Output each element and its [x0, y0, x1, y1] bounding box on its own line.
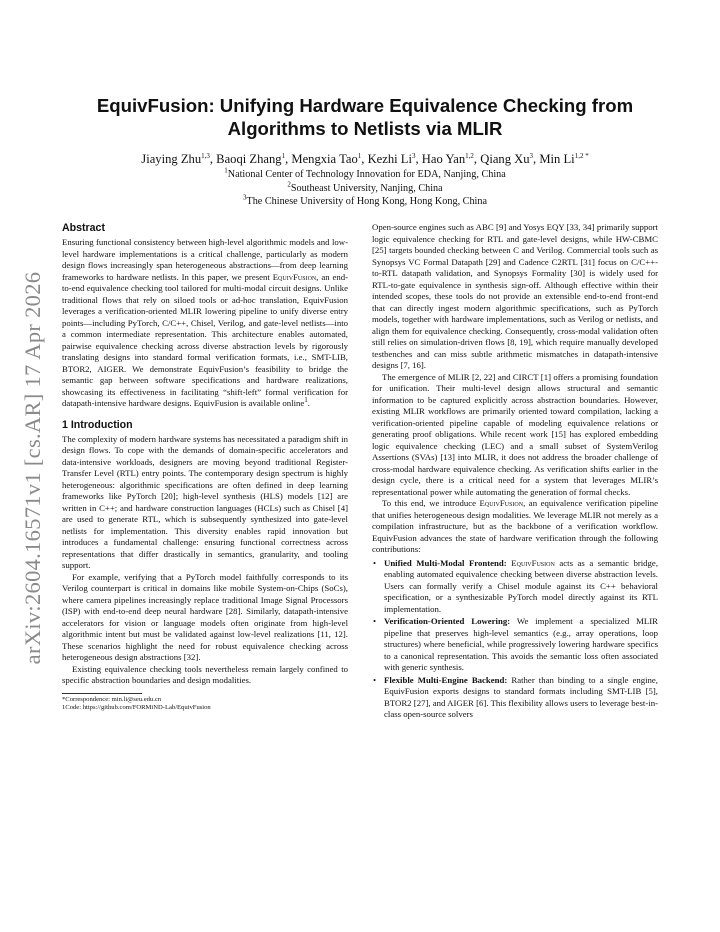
affiliation-line: $^3$The Chinese University of Hong Kong, Hong Kong, China: [242, 193, 487, 207]
title-line-2: Algorithms to Netlists via MLIR: [227, 118, 503, 139]
contribution-title: Flexible Multi-Engine Backend:: [384, 674, 508, 685]
right-column: [372, 222, 658, 722]
abstract-heading: Abstract: [62, 222, 105, 234]
contribution-item: • Verification-Oriented Lowering: We implement a specialized MLIR pipeline that preserves high-level semantics (e.g., array operations, loop structures) where beneficial, while progressively lowering hardware specifics to a canonical representation. This avoids the semantic loss often associated with generic synthesis.: [373, 616, 658, 672]
right-paragraph-2: The emergence of MLIR [2, 22] and CIRCT [1] offers a promising foundation for unification. Their multi-level design allows structural and semantic information to be captured explicitly across abstraction boundaries. However, existing MLIR workflows are primarily oriented toward compilation, lacking a verification-oriented pipeline capable of modeling equivalence relations or generating proof obligations. While recent work [15] has explored embedding logic equivalence checking (LEC) and a small subset of SystemVerilog Assertions (SVAs) [13] into MLIR, it does not address the broader challenge of cross-modal hardware equivalence checking. As verification shifts earlier in the design cycle, there is a critical need for a system that leverages MLIR’s representational power while automating the generation of formal checks.: [372, 371, 658, 497]
introduction-heading: 1 Introduction: [62, 418, 133, 431]
intro-paragraph-2: For example, verifying that a PyTorch model faithfully corresponds to its Verilog counterpart is critical in domains like mobile System-on-Chips (SoCs), where camera pipelines increasingly replace traditional Image Signal Processors (ISP) with end-to-end deep neural hardware [28]. Similarly, datapath-intensive accelerators for vision or language models often originate from high-level algorithmic intent but must be validated against low-level realizations [11, 12]. These scenarios highlight the need for robust equivalence checking across heterogeneous design abstractions [32].: [62, 571, 348, 662]
contribution-item: • Flexible Multi-Engine Backend: Rather than binding to a single engine, EquivFusion exports designs to standard formats including SMT-LIB [5], BTOR2 [27], and AIGER [6]. This flexibility allows users to leverage best-in-class open-source solvers: [373, 674, 658, 719]
author-affiliation-mark: 1,2 *: [574, 151, 589, 160]
bullet-icon: •: [373, 557, 377, 568]
author-affiliation-mark: 1,2: [465, 151, 474, 160]
bullet-icon: •: [373, 674, 377, 685]
affiliation-line: $^2$Southeast University, Nanjing, China: [287, 180, 443, 194]
author-name: Mengxia Tao: [291, 152, 358, 166]
arxiv-identifier: arXiv:2604.16571v1 [cs.AR] 17 Apr 2026: [20, 271, 45, 665]
author-name: Jiaying Zhu: [141, 152, 202, 166]
author-name: Baoqi Zhang: [216, 152, 282, 166]
tool-name: EquivFusion: [272, 271, 317, 282]
abstract-text: Ensuring functional consistency between high-level algorithmic models and low-level hardware implementations is a critical challenge, particularly as modern design flows increasingly span heterogeneous abstractions—from deep learning frameworks to hardware netlists. In this paper, we present EquivFusion, an end-to-end equivalence checking tool tailored for multi-modal circuit designs. Unlike traditional flows that rely on siloed tools or ad-hoc translation, EquivFusion leverages a verification-oriented MLIR lowering pipeline to unify diverse entry points—including PyTorch, C/C++, Chisel, Verilog, and gate-level netlists—into a common intermediate representation. This architecture enables automated, pairwise equivalence checking across diverse abstraction levels by rigorously translating designs into standard formal verification formats, i.e., SMT-LIB, BTOR2, AIGER. We demonstrate EquivFusion’s feasibility to bridge the semantic gap between software specifications and hardware realizations, showcasing its effectiveness in facilitating “shift-left” formal verification for datapath-intensive hardware designs. EquivFusion is available online$^1$.: [62, 237, 348, 408]
paper-title: [70, 94, 660, 140]
intro-paragraph-3: Existing equivalence checking tools nevertheless remain largely confined to specific abstraction boundaries and design modalities.: [62, 663, 348, 685]
author-affiliation-mark: 1: [281, 151, 286, 160]
footnote-correspondence: *Correspondence: min.li@seu.edu.cn: [62, 695, 162, 703]
author-name: Kezhi Li: [367, 152, 412, 166]
title-line-1: EquivFusion: Unifying Hardware Equivalence Checking from: [96, 95, 634, 116]
author-name: Hao Yan: [421, 152, 466, 166]
affiliation-mark: 3: [242, 193, 247, 202]
bullet-icon: •: [373, 616, 377, 626]
right-paragraph-1: Open-source engines such as ABC [9] and Yosys EQY [33, 34] primarily support logic equivalence checking for RTL and gate-level designs, while HW-CBMC [25] targets bounded checking between C and Verilog. Commercial tools such as Synopsys VC Formal Datapath [29] and Cadence C2RTL [31] focus on C/C++-to-RTL datapath validation, and Synopsys Formality [30] is widely used for RTL-to-gate equivalence in synthesis sign-off. Although effective within their intended scopes, these tools do not provide an extensible end-to-end front-end that can directly ingest modern algorithmic specifications, such as PyTorch models, together with hardware implementations, such as Verilog or netlists, and align them for equivalence checking. Consequently, cross-modal validation often still relies on simulation-driven flows [8, 19], which require manually developed testbenches and can miss subtle arithmetic mismatches in datapath-intensive designs [7, 16].: [372, 222, 658, 370]
right-paragraph-3: To this end, we introduce EquivFusion, an equivalence verification pipeline that unifies heterogeneous design modalities. We leverage MLIR not merely as a compilation infrastructure, but as the backbone of a verification workflow. EquivFusion advances the state of hardware verification through the following contributions:: [372, 498, 658, 554]
author-name: Qiang Xu: [480, 152, 530, 166]
affiliation-mark: 2: [287, 180, 291, 189]
footnote-code-link: 1Code: https://github.com/FORMiND-Lab/EquivFusion: [62, 704, 211, 711]
tool-name: EquivFusion: [479, 498, 524, 508]
author-affiliation-mark: 3: [529, 151, 534, 160]
author-affiliation-mark: 3: [411, 151, 416, 160]
tool-name: EquivFusion: [511, 557, 555, 568]
contribution-list: [372, 558, 658, 721]
author-name: Min Li: [539, 152, 575, 166]
contribution-title: Verification-Oriented Lowering:: [384, 616, 511, 626]
author-affiliation-mark: 1: [357, 151, 362, 160]
contribution-title: Unified Multi-Modal Frontend:: [384, 557, 507, 568]
author-list: Jiaying Zhu$^{1,3}$, Baoqi Zhang$^1$, Mengxia Tao$^1$, Kezhi Li$^3$, Hao Yan$^{1,2}$, Qiang Xu$^3$, Min $Li^{1,2 *}$: [141, 151, 589, 166]
affiliation-line: $^1$National Center of Technology Innovation for EDA, Nanjing, China: [224, 166, 506, 180]
footnote-rule: [62, 693, 142, 694]
contribution-item: • Unified Multi-Modal Frontend: EquivFusion acts as a semantic bridge, enabling automated equivalence checking between diverse abstraction levels. Users can formally verify a Chisel module against its C++ behavioral specification, or a synthesizable PyTorch model directly against its RTL implementation.: [373, 557, 659, 614]
arxiv-sidebar: [20, 258, 46, 678]
affiliation-mark: 1: [224, 166, 228, 175]
left-column: [62, 222, 348, 713]
author-affiliation-mark: 1,3: [201, 151, 210, 160]
footnote-ref: 1: [304, 396, 308, 405]
intro-paragraph-1: The complexity of modern hardware systems has necessitated a paradigm shift in design flows. To cope with the demands of domain-specific accelerators and data-intensive workloads, designers are moving beyond traditional Register-Transfer Level (RTL) entry points. The contemporary design spectrum is highly heterogeneous: algorithmic specifications are often defined in deep learning frameworks like PyTorch [20]; high-level synthesis (HLS) models [12] are written in C++; and hardware construction languages (HCLs) such as Chisel [4] are used to generate RTL, which is subsequently synthesized into gate-level netlists for implementation. This diversity enables rapid innovation but introduces a fundamental challenge: ensuring functional correctness across representations that differ drastically in semantics, granularity, and tooling support.: [62, 433, 348, 570]
